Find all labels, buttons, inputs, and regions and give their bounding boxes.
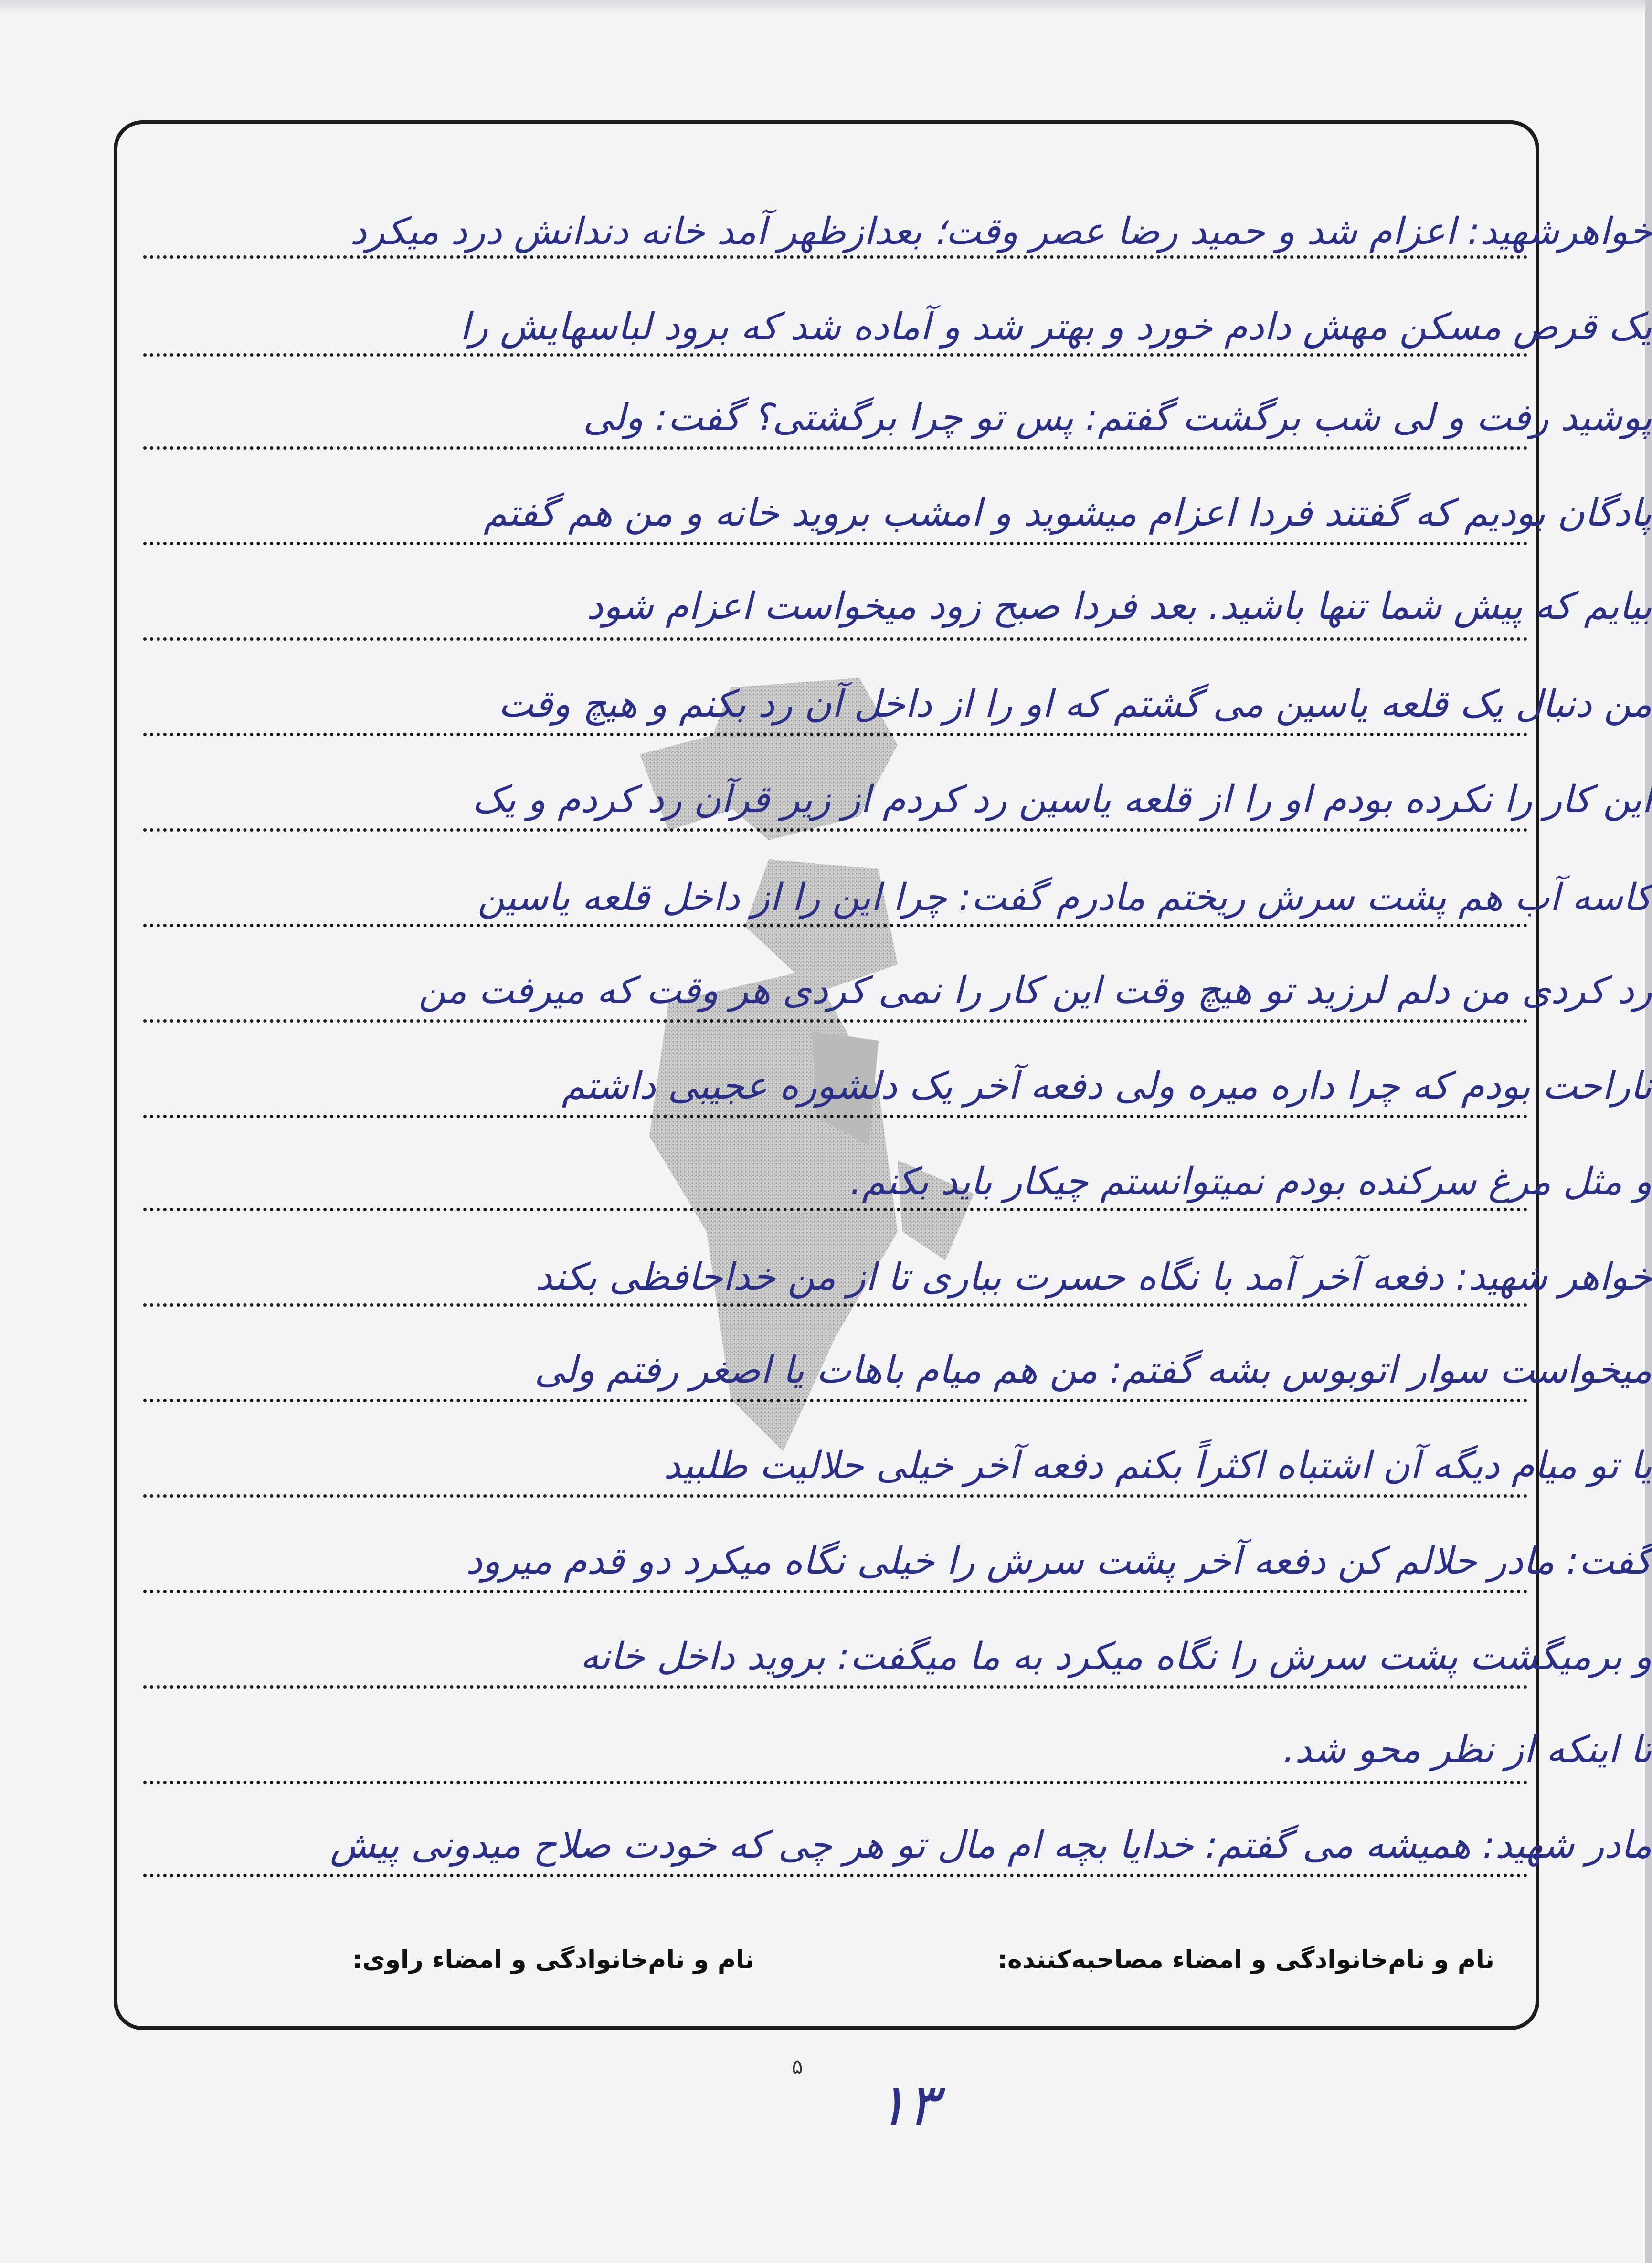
narrator-signature-label: نام و نام‌خانوادگی و امضاء راوی: [352, 1946, 754, 1974]
text-line: خواهرشهید: اعزام شد و حمید رضا عصر وقت؛ بعدازظهر آمد خانه دندانش درد میکرد [349, 210, 1652, 253]
text-line: پوشید رفت و لی شب برگشت گفتم: پس تو چرا برگشتی؟ گفت: ولی [582, 396, 1652, 439]
dotted-rule [143, 828, 1528, 832]
text-line: من دنبال یک قلعه یاسین می گشتم که او را از داخل آن رد بکنم و هیچ وقت [498, 683, 1652, 726]
dotted-rule [143, 1303, 1528, 1307]
text-line: و مثل مرغ سرکنده بودم نمیتوانستم چیکار باید بکنم. [850, 1160, 1652, 1203]
dotted-rule [143, 1494, 1528, 1498]
dotted-rule [143, 637, 1528, 641]
dotted-rule [143, 542, 1528, 545]
dotted-rule [143, 446, 1528, 450]
text-line: خواهر شهید: دفعه آخر آمد با نگاه حسرت بباری تا از من خداحافظی بکند [535, 1256, 1652, 1299]
text-line: ناراحت بودم که چرا داره میره ولی دفعه آخر یک دلشوره عجیبی داشتم [561, 1065, 1652, 1108]
text-line: تا اینکه از نظر محو شد. [1283, 1728, 1652, 1771]
text-line: کاسه آب هم پشت سرش ریختم مادرم گفت: چرا این را از داخل قلعه یاسین [477, 876, 1652, 919]
text-line: یک قرص مسکن مهش دادم خورد و بهتر شد و آماده شد که برود لباسهایش را [459, 306, 1652, 349]
dotted-rule [143, 733, 1528, 736]
text-line: میخواست سوار اتوبوس بشه گفتم: من هم میام باهات یا اصغر رفتم ولی [534, 1349, 1652, 1392]
text-line: گفت: مادر حلالم کن دفعه آخر پشت سرش را خیلی نگاه میکرد دو قدم میرود [466, 1540, 1652, 1583]
text-line: پادگان بودیم که گفتند فردا اعزام میشوید و امشب بروید خانه و من هم گفتم [484, 492, 1652, 535]
dotted-rule [143, 1874, 1528, 1877]
dotted-rule [143, 1781, 1528, 1784]
small-page-mark: ۵ [792, 2055, 803, 2079]
dotted-rule [143, 1019, 1528, 1023]
page-number: ۱۳ [876, 2072, 938, 2138]
text-line: این کار را نکرده بودم او را از قلعه یاسین رد کردم از زیر قرآن رد کردم و یک [472, 778, 1652, 821]
text-line: مادر شهید: همیشه می گفتم: خدایا بچه ام مال تو هر چی که خودت صلاح میدونی پیش [330, 1824, 1652, 1867]
text-line: یا تو میام دیگه آن اشتباه اکثراً بکنم دفعه آخر خیلی حلالیت طلبید [663, 1444, 1652, 1487]
dotted-rule [143, 924, 1528, 927]
text-line: رد کردی من دلم لرزید تو هیچ وقت این کار را نمی کردی هر وقت که میرفت من [418, 969, 1652, 1012]
dotted-rule [143, 255, 1528, 259]
dotted-rule [143, 1685, 1528, 1689]
dotted-rule [143, 1399, 1528, 1402]
text-line: و برمیگشت پشت سرش را نگاه میکرد به ما میگفت: بروید داخل خانه [580, 1635, 1652, 1678]
interviewer-signature-label: نام و نام‌خانوادگی و امضاء مصاحبه‌کننده: [997, 1946, 1494, 1974]
dotted-rule [143, 1115, 1528, 1118]
text-line: بیایم که پیش شما تنها باشید. بعد فردا صبح زود میخواست اعزام شود [586, 585, 1652, 628]
dotted-rule [143, 1208, 1528, 1211]
dotted-rule [143, 1590, 1528, 1593]
dotted-rule [143, 353, 1528, 357]
